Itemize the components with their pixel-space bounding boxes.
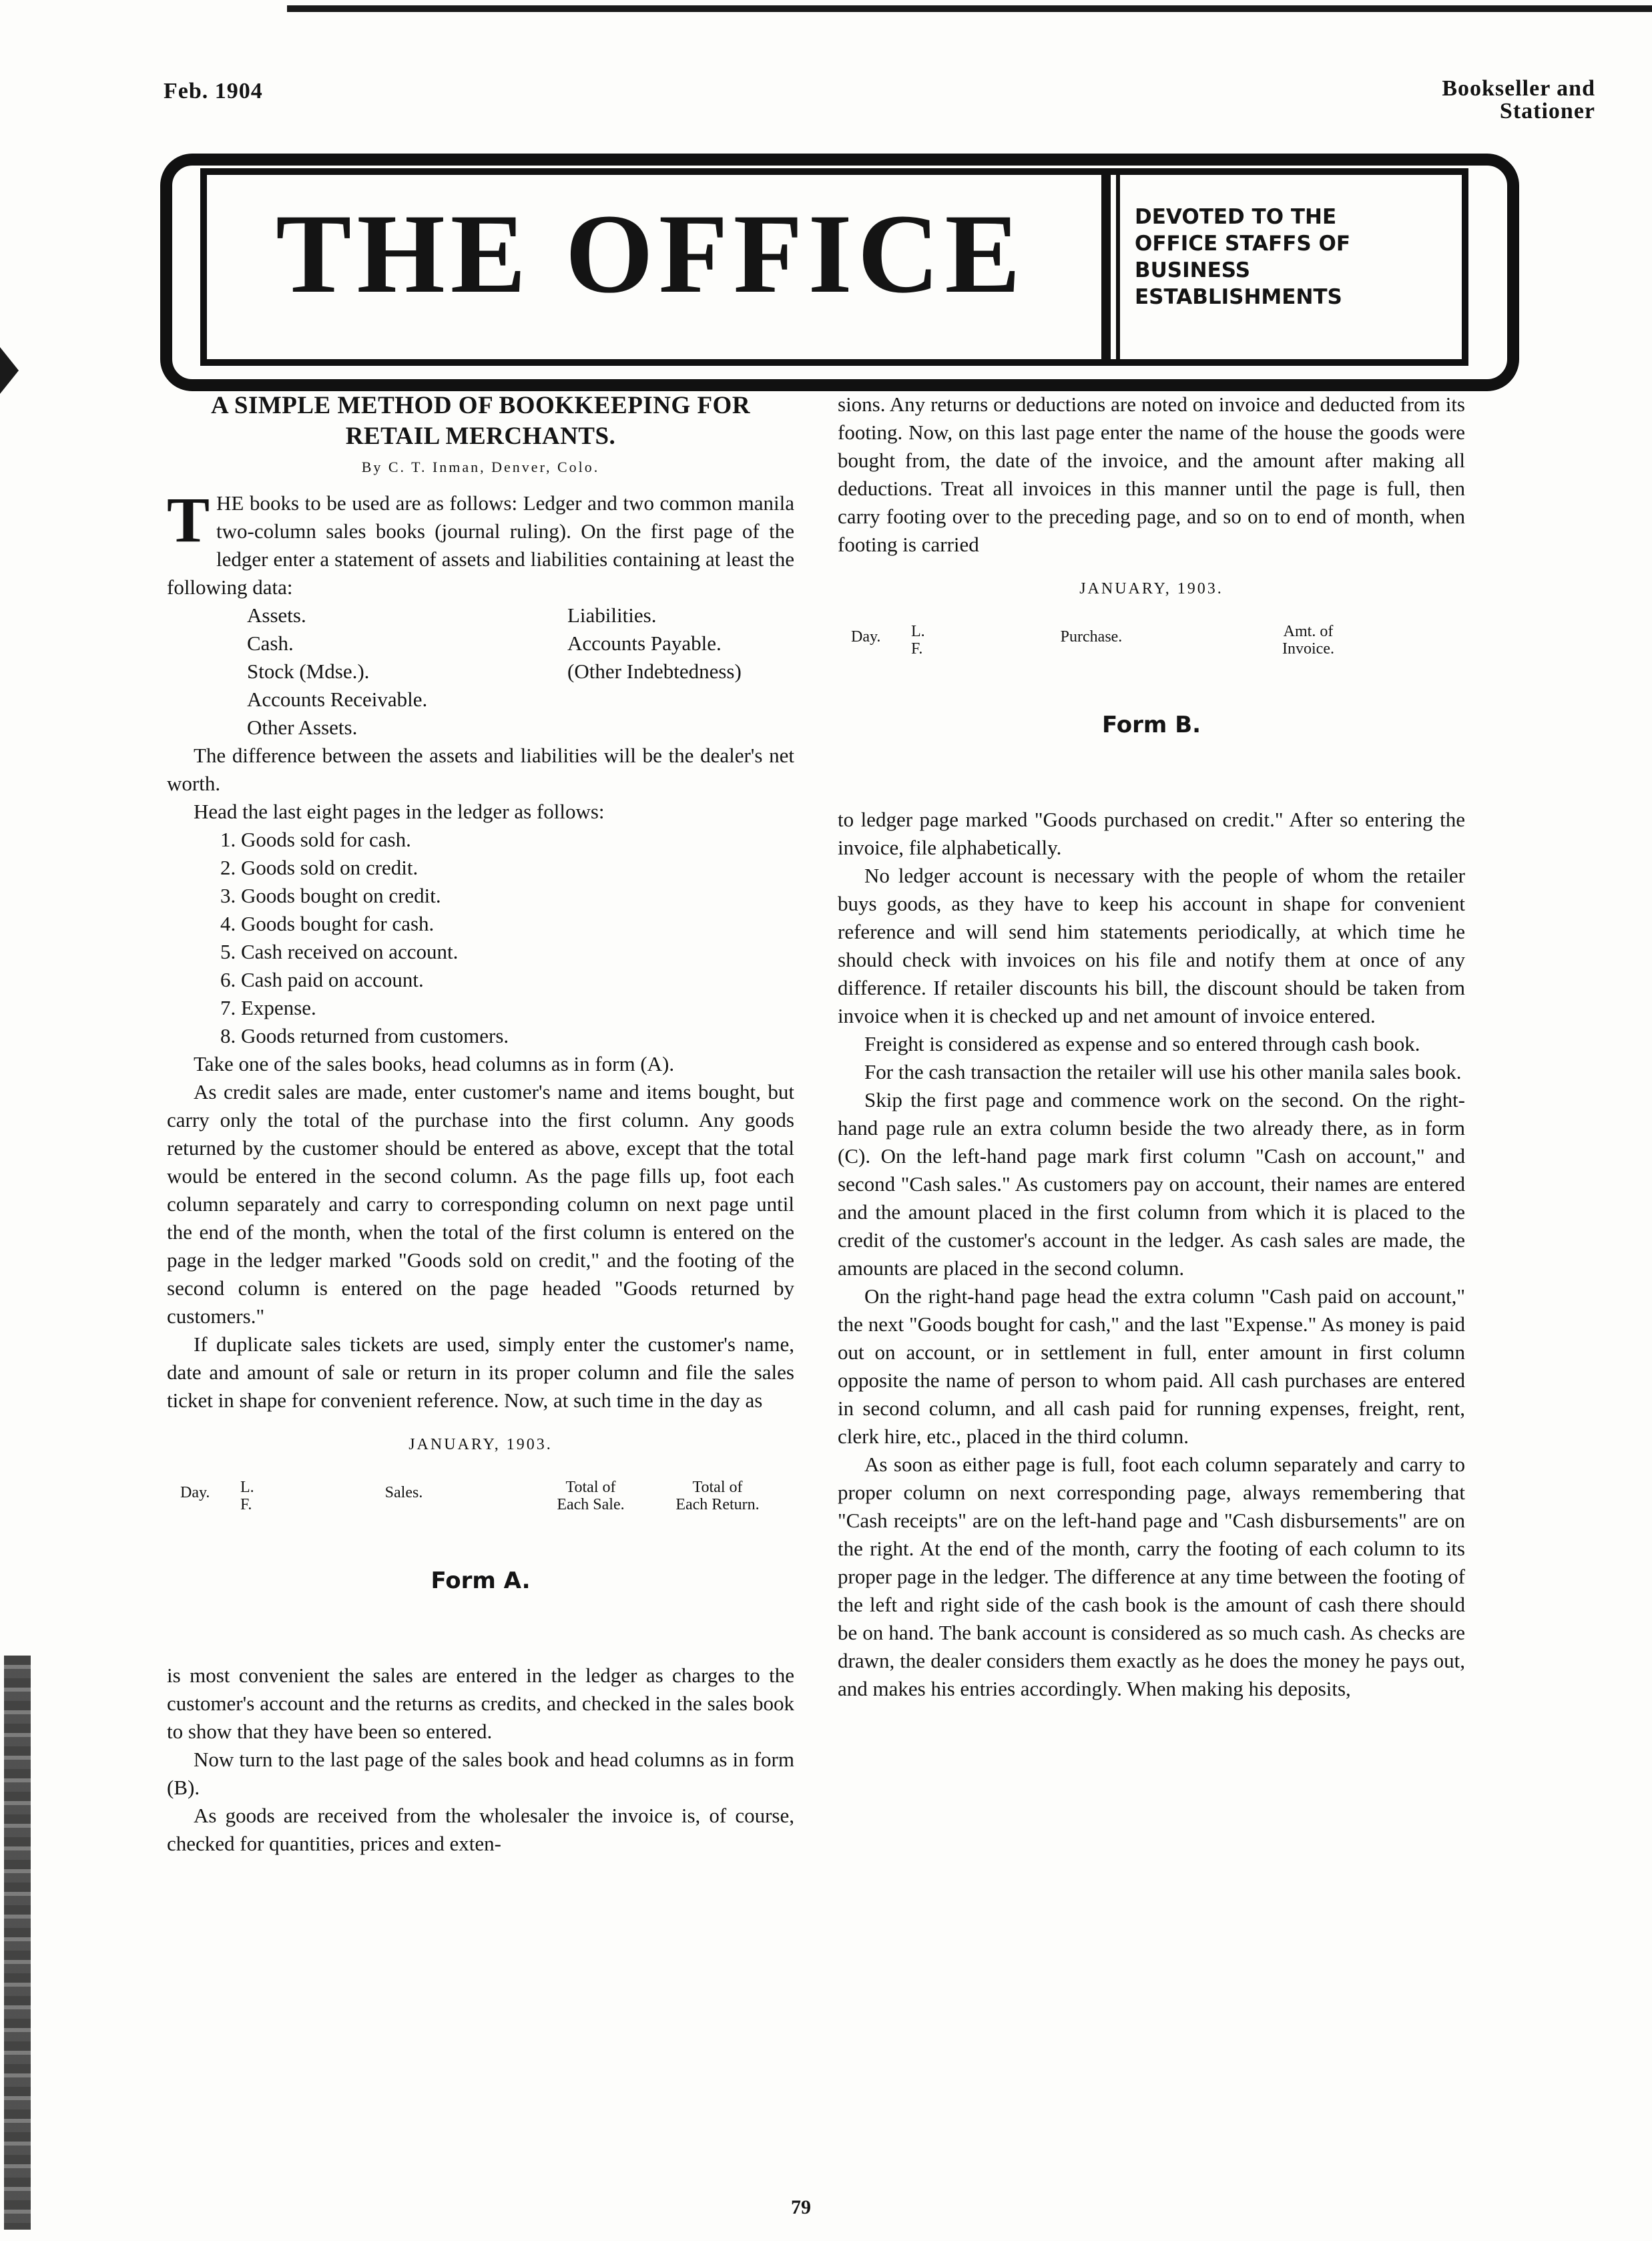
paragraph: Freight is considered as expense and so entered through cash book. <box>864 1032 1420 1055</box>
form-a-col-day: Day. <box>180 1484 210 1501</box>
banner-title: THE OFFICE <box>276 191 1026 316</box>
assets-liabilities-row: Other Assets. <box>247 716 358 739</box>
banner-subtitle: DEVOTED TO THE OFFICE STAFFS OF BUSINESS ESTABLISHMENTS <box>1135 205 1351 309</box>
paragraph: The difference between the assets and liabilities will be the dealer's net worth. <box>167 744 794 795</box>
scan-binding-edge <box>4 1656 31 2230</box>
form-a-label: Form A. <box>431 1567 531 1594</box>
top-rule <box>287 5 1652 12</box>
form-b-col-day: Day. <box>851 628 881 646</box>
page-number: 79 <box>791 2196 811 2218</box>
assets-liabilities-row: Accounts Receivable. <box>247 688 428 711</box>
byline: By C. T. Inman, Denver, Colo. <box>361 459 600 475</box>
assets-liabilities-row: Assets. Liabilities. <box>247 603 657 627</box>
column-right <box>838 391 1465 1703</box>
banner-divider <box>1101 168 1111 366</box>
paragraph: No ledger account is necessary with the people of whom the retailer buys goods, as they have to keep his account in shape for convenient reference and will send him statements periodically, at which time he should check with invoices on his file and notify them at once of any difference. If retailer discounts his bill, the discount should be taken from invoice when it is checked up and net amount of invoice entered. <box>838 864 1465 1027</box>
form-a-col-total-return: Total of Each Return. <box>675 1479 760 1513</box>
form-a-col-sales: Sales. <box>384 1484 423 1501</box>
form-b-heading: JANUARY, 1903. <box>1079 580 1223 597</box>
ledger-pages-list <box>167 826 794 1050</box>
paragraph: As goods are received from the wholesaler the invoice is, of course, checked for quantities, prices and exten- <box>167 1804 794 1855</box>
paragraph: Now turn to the last page of the sales book and head columns as in form (B). <box>167 1748 794 1799</box>
running-head-publication: Bookseller and Stationer <box>1442 76 1595 123</box>
paragraph: As credit sales are made, enter customer's name and items bought, but carry only the total of the purchase into the first column. Any goods returned by the customer should be entered as above, except that the total would be entered in the second column. As the page fills up, foot each column separately and carry to corresponding column on next page until the end of the month, when the total of the first column is entered on the page in the ledger marked "Goods sold on credit," and the footing of the second column is entered on the page headed "Goods returned by customers." <box>167 1080 794 1328</box>
paragraph: On the right-hand page head the extra column "Cash paid on account," the next "Goods bought for cash," and the last "Expense." As money is paid out on account, or in settlement in full, enter amount in first column opposite the name of person to whom paid. All cash purchases are entered in second column, and all cash paid for running expenses, freight, rent, clerk hire, etc., placed in the third column. <box>838 1284 1465 1448</box>
assets-liabilities-row: Stock (Mdse.). (Other Indebtedness) <box>247 660 742 683</box>
form-a-col-total-sale: Total of Each Sale. <box>557 1479 625 1513</box>
drop-cap: T <box>167 484 210 555</box>
list-item: 7. Expense. <box>220 996 316 1019</box>
running-head-date: Feb. 1904 <box>164 79 263 103</box>
paragraph: As soon as either page is full, foot each column separately and carry to proper column on next corresponding page, always remembering that "Cash receipts" are on the left-hand page and "Cash disbursements" are on the right. At the end of the month, carry the footing of each column to its proper page in the ledger. The difference at any time between the footing of the left and right side of the cash book is the amount of cash there should be on hand. The bank account is considered as so much cash. As checks are drawn, the dealer considers them exactly as he does the money he pays out, and makes his entries accordingly. When making his deposits, <box>838 1453 1465 1700</box>
paragraph: sions. Any returns or deductions are noted on invoice and deducted from its footing. Now, on this last page enter the name of the house the goods were bought from, the date of the invoice, and the amount after making all deductions. Treat all invoices in this manner until the page is full, then carry footing over to the preceding page, and so on to end of month, when footing is carried <box>838 393 1465 556</box>
article-title: A SIMPLE METHOD OF BOOKKEEPING FOR RETAIL MERCHANTS. <box>210 392 751 450</box>
paragraph: For the cash transaction the retailer will use his other manila sales book. <box>864 1060 1462 1083</box>
paragraph: to ledger page marked "Goods purchased on credit." After so entering the invoice, file alphabetically. <box>838 808 1465 859</box>
form-b-col-amount: Amt. of Invoice. <box>1282 623 1334 658</box>
column-left <box>167 391 794 1858</box>
paragraph: Skip the first page and commence work on the second. On the right-hand page rule an extra column beside the two already there, as in form (C). On the left-hand page mark first column "Cash on account," and second "Cash sales." As customers pay on account, their names are entered and the amount placed in the first column from which it is placed to the credit of the customer's account in the ledger. As cash sales are made, the amounts are placed in the second column. <box>838 1088 1465 1280</box>
paragraph: is most convenient the sales are entered in the ledger as charges to the customer's account and the returns as credits, and checked in the sales book to show that they have been so entered. <box>167 1664 794 1743</box>
assets-liabilities-row: Cash. Accounts Payable. <box>247 632 722 655</box>
form-b-col-lf: L. F. <box>911 623 925 658</box>
list-item: 6. Cash paid on account. <box>220 968 424 991</box>
list-item: 1. Goods sold for cash. <box>220 828 411 851</box>
list-item: 2. Goods sold on credit. <box>220 856 419 879</box>
form-a-heading: JANUARY, 1903. <box>408 1436 553 1453</box>
form-b-col-purchase: Purchase. <box>1060 628 1123 646</box>
scan-edge-mark <box>0 347 19 394</box>
paragraph: THE books to be used are as follows: Ledger and two common manila two-column sales books (journal ruling). On the first page of the ledger enter a statement of assets and liabilities containing at least the following data: <box>167 484 794 599</box>
paragraph: Take one of the sales books, head columns as in form (A). <box>194 1052 675 1075</box>
form-a-col-lf: L. F. <box>240 1479 254 1513</box>
paragraph: If duplicate sales tickets are used, simply enter the customer's name, date and amount of sale or return in its proper column and file the sales ticket in shape for convenient reference. Now, at such time in the day as <box>167 1332 794 1412</box>
list-item: 8. Goods returned from customers. <box>220 1024 509 1047</box>
banner-divider-thin <box>1116 168 1120 366</box>
form-b-label: Form B. <box>1101 712 1201 738</box>
form-b-columns <box>838 623 1465 658</box>
list-item: 4. Goods bought for cash. <box>220 912 435 935</box>
list-item: 5. Cash received on account. <box>220 940 459 963</box>
paragraph: Head the last eight pages in the ledger as follows: <box>194 800 605 823</box>
form-a-columns <box>167 1479 794 1513</box>
list-item: 3. Goods bought on credit. <box>220 884 441 907</box>
